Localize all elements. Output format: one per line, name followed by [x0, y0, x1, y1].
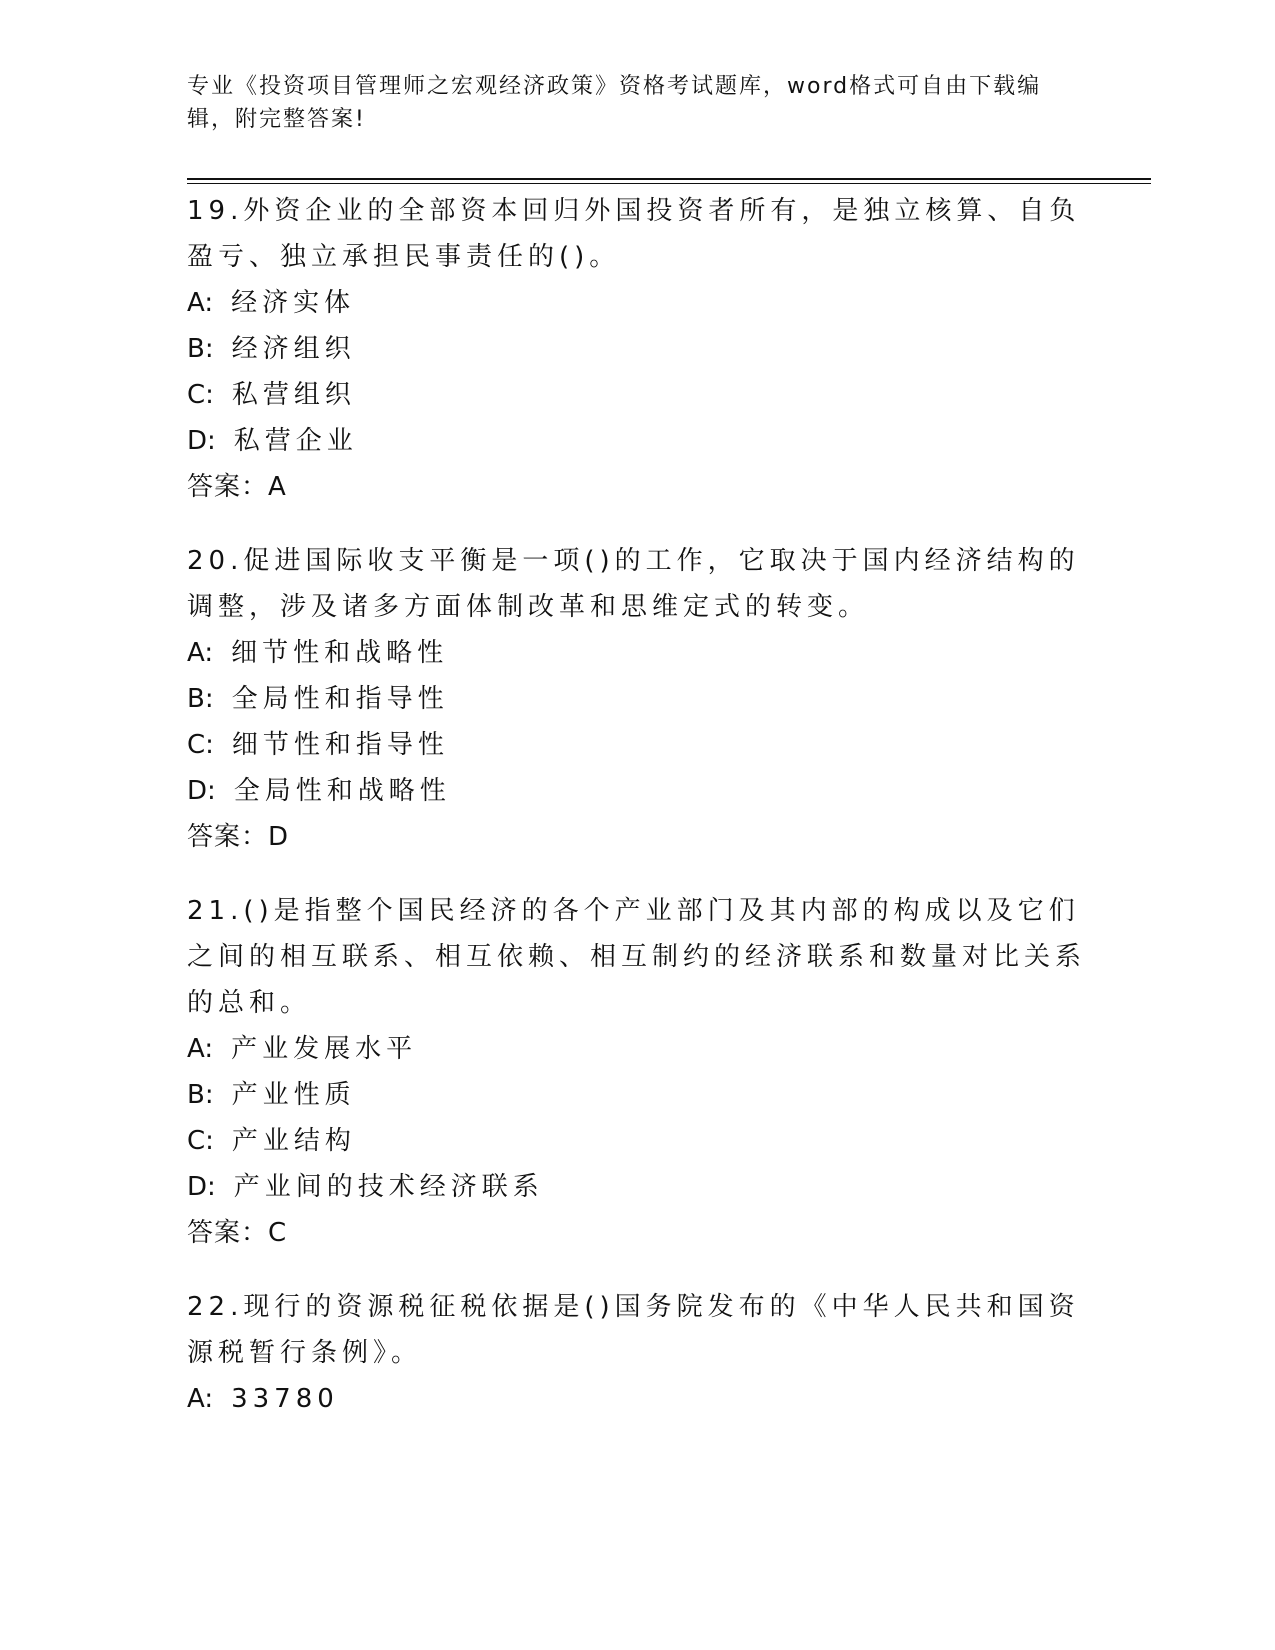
question-text: 19.外资企业的全部资本回归外国投资者所有，是独立核算、自负盈亏、独立承担民事责任的()。: [187, 196, 1081, 272]
option-text: 全局性和战略性: [233, 776, 451, 806]
option-d: [187, 768, 1087, 814]
question-text: 21.()是指整个国民经济的各个产业部门及其内部的构成以及它们之间的相互联系、相互依赖、相互制约的经济联系和数量对比关系的总和。: [187, 896, 1087, 1018]
option-label: D:: [187, 1172, 216, 1202]
option-b: [187, 326, 1087, 372]
option-label: B:: [187, 1080, 214, 1110]
option-text: 经济组织: [231, 334, 356, 364]
option-label: C:: [187, 730, 214, 760]
option-text: 细节性和战略性: [231, 638, 449, 668]
option-a: [187, 280, 1087, 326]
document-header: 专业《投资项目管理师之宏观经济政策》资格考试题库，word格式可自由下载编辑，附完整答案!: [187, 74, 1042, 132]
question-22: [187, 1284, 1087, 1422]
option-label: B:: [187, 684, 214, 714]
option-label: D:: [187, 776, 216, 806]
option-label: C:: [187, 380, 214, 410]
option-text: 产业发展水平: [231, 1034, 418, 1064]
option-label: B:: [187, 334, 214, 364]
option-text: 细节性和指导性: [231, 730, 449, 760]
answer: 答案：C: [187, 1218, 288, 1248]
question-list: [187, 188, 1087, 1450]
header-divider-thick: [187, 178, 1151, 180]
option-text: 产业结构: [231, 1126, 356, 1156]
answer: 答案：A: [187, 472, 287, 502]
header-divider-thin: [187, 183, 1151, 184]
question-text: 20.促进国际收支平衡是一项()的工作，它取决于国内经济结构的调整，涉及诸多方面体制改革和思维定式的转变。: [187, 546, 1080, 622]
option-label: A:: [187, 288, 214, 318]
option-text: 33780: [231, 1384, 339, 1414]
question-19: [187, 188, 1087, 510]
option-c: [187, 372, 1087, 418]
option-b: [187, 1072, 1087, 1118]
option-d: [187, 1164, 1087, 1210]
option-d: [187, 418, 1087, 464]
option-a: [187, 1376, 1087, 1422]
option-label: A:: [187, 1384, 214, 1414]
answer: 答案：D: [187, 822, 290, 852]
option-label: D:: [187, 426, 216, 456]
question-20: [187, 538, 1087, 860]
option-c: [187, 722, 1087, 768]
option-text: 产业性质: [231, 1080, 356, 1110]
option-text: 经济实体: [231, 288, 356, 318]
option-label: A:: [187, 638, 214, 668]
option-a: [187, 630, 1087, 676]
option-text: 产业间的技术经济联系: [233, 1172, 544, 1202]
option-text: 私营企业: [233, 426, 358, 456]
question-21: [187, 888, 1087, 1256]
option-label: A:: [187, 1034, 214, 1064]
option-c: [187, 1118, 1087, 1164]
question-text: 22.现行的资源税征税依据是()国务院发布的《中华人民共和国资源税暂行条例》。: [187, 1292, 1080, 1368]
option-a: [187, 1026, 1087, 1072]
option-b: [187, 676, 1087, 722]
option-text: 全局性和指导性: [231, 684, 449, 714]
option-label: C:: [187, 1126, 214, 1156]
option-text: 私营组织: [231, 380, 356, 410]
